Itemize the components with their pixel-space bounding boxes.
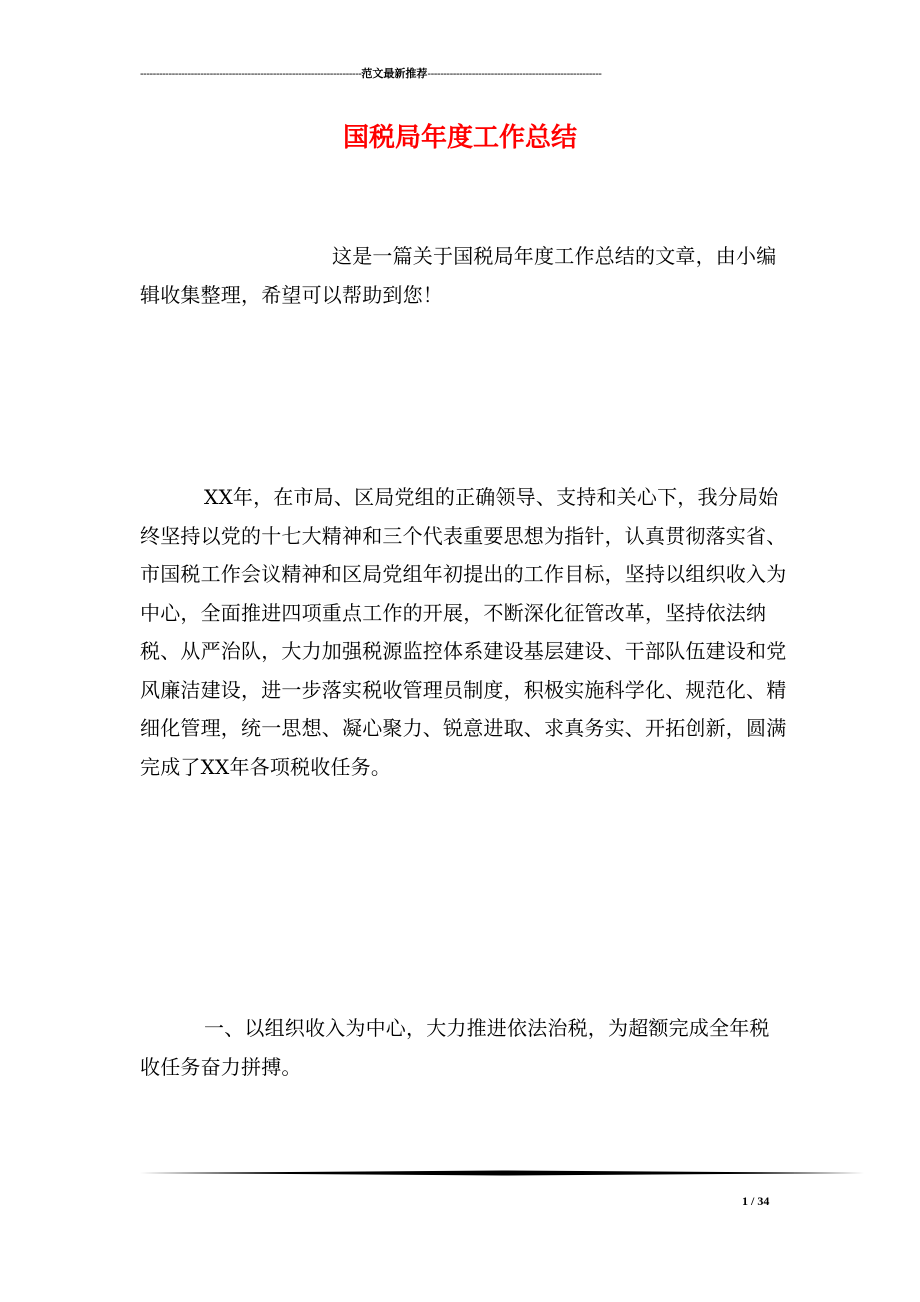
header-dashes-right: ------------------------------------------------------- bbox=[427, 68, 602, 80]
section-heading-paragraph: 一、以组织收入为中心，大力推进依法治税，为超额完成全年税收任务奋力拼搏。 bbox=[140, 1016, 770, 1079]
footer-divider bbox=[140, 1170, 864, 1176]
header-dashes-left: ---------------------------------------------------------------------- bbox=[140, 68, 362, 80]
header-label: 范文最新推荐 bbox=[361, 68, 428, 80]
intro-paragraph: 这是一篇关于国税局年度工作总结的文章，由小编辑收集整理，希望可以帮助到您！ bbox=[140, 244, 777, 307]
page-number: 1 / 34 bbox=[742, 1194, 770, 1208]
page-header bbox=[140, 66, 768, 82]
body-paragraph: XX年，在市局、区局党组的正确领导、支持和关心下，我分局始终坚持以党的十七大精神和三个代表重要思想为指针，认真贯彻落实省、市国税工作会议精神和区局党组年初提出的工作目标，坚持以组织收入为中心，全面推进四项重点工作的开展，不断深化征管改革，坚持依法纳税、从严治队，大力加强税源监控体系建设基层建设、干部队伍建设和党风廉洁建设，进一步落实税收管理员制度，积极实施科学化、规范化、精细化管理，统一思想、凝心聚力、锐意进取、求真务实、开拓创新，圆满完成了XX年各项税收任务。 bbox=[140, 485, 787, 779]
document-title: 国税局年度工作总结 bbox=[342, 123, 577, 153]
